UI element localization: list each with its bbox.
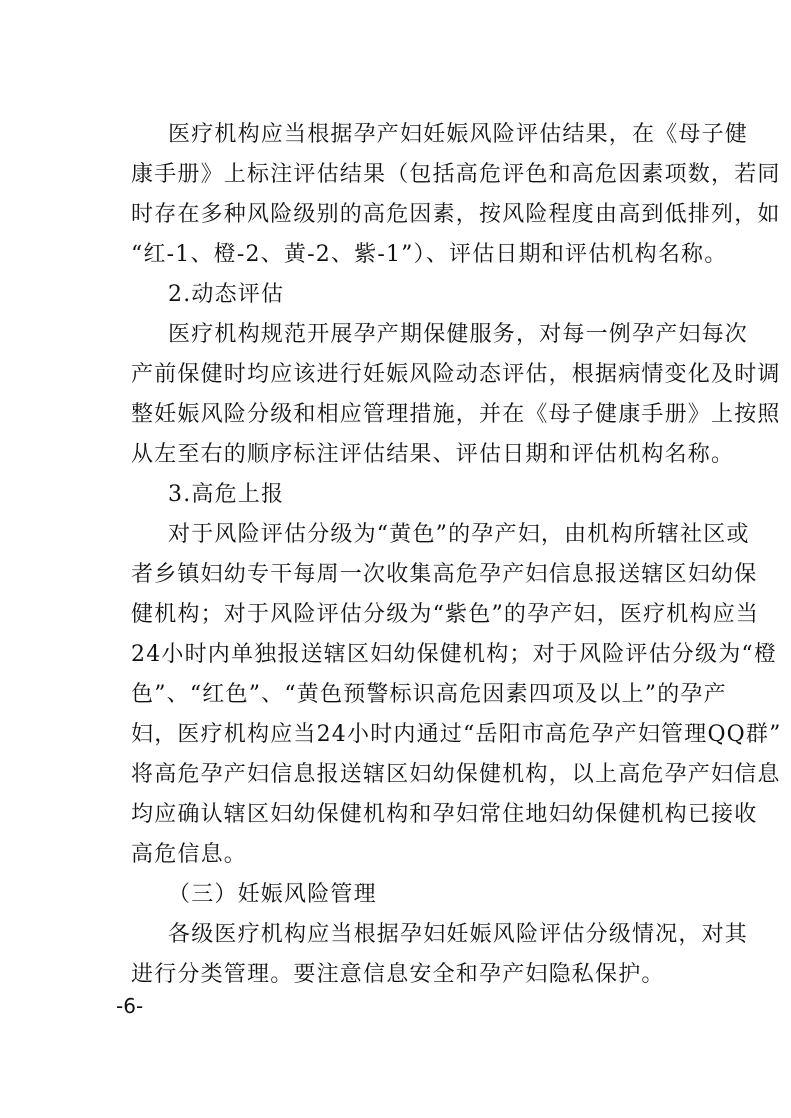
paragraph-3-line-4: 24小时内单独报送辖区妇幼保健机构；对于风险评估分级为“橙: [131, 642, 778, 667]
paragraph-4-line-1: 各级医疗机构应当根据孕妇妊娠风险评估分级情况，对其: [168, 922, 749, 947]
paragraph-3-line-1: 对于风险评估分级为“黄色”的孕产妇，由机构所辖社区或: [168, 522, 750, 547]
paragraph-1-line-2: 康手册》上标注评估结果（包括高危评色和高危因素项数，若同: [131, 162, 781, 187]
section-heading-dynamic-assessment: 2.动态评估: [168, 282, 285, 307]
paragraph-2-line-4: 从左至右的顺序标注评估结果、评估日期和评估机构名称。: [131, 442, 735, 467]
paragraph-3-line-7: 将高危孕产妇信息报送辖区妇幼保健机构，以上高危孕产妇信息: [131, 762, 781, 787]
section-heading-risk-management: （三）妊娠风险管理: [168, 882, 377, 907]
paragraph-3-line-3: 健机构；对于风险评估分级为“紫色”的孕产妇，医疗机构应当: [131, 602, 760, 627]
paragraph-3-line-8: 均应确认辖区妇幼保健机构和孕妇常住地妇幼保健机构已接收: [131, 802, 758, 827]
paragraph-1-line-4: “红-1、橙-2、黄-2、紫-1”）、评估日期和评估机构名称。: [131, 242, 728, 267]
paragraph-1-line-1: 医疗机构应当根据孕产妇妊娠风险评估结果，在《母子健: [168, 122, 749, 147]
paragraph-3-line-5: 色”、“红色”、“黄色预警标识高危因素四项及以上”的孕产: [131, 682, 727, 707]
paragraph-2-line-1: 医疗机构规范开展孕产期保健服务，对每一例孕产妇每次: [168, 322, 749, 347]
paragraph-3-line-2: 者乡镇妇幼专干每周一次收集高危孕产妇信息报送辖区妇幼保: [131, 562, 758, 587]
page-number: -6-: [116, 994, 144, 1018]
paragraph-3-line-6: 妇，医疗机构应当24小时内通过“岳阳市高危孕产妇管理QQ群”: [131, 722, 782, 747]
paragraph-2-line-3: 整妊娠风险分级和相应管理措施，并在《母子健康手册》上按照: [131, 402, 781, 427]
paragraph-4-line-2: 进行分类管理。要注意信息安全和孕产妇隐私保护。: [131, 962, 665, 987]
paragraph-3-line-9: 高危信息。: [131, 842, 248, 867]
paragraph-2-line-2: 产前保健时均应该进行妊娠风险动态评估，根据病情变化及时调: [131, 362, 781, 387]
paragraph-1-line-3: 时存在多种风险级别的高危因素，按风险程度由高到低排列，如: [131, 202, 781, 227]
section-heading-high-risk-report: 3.高危上报: [168, 482, 285, 507]
